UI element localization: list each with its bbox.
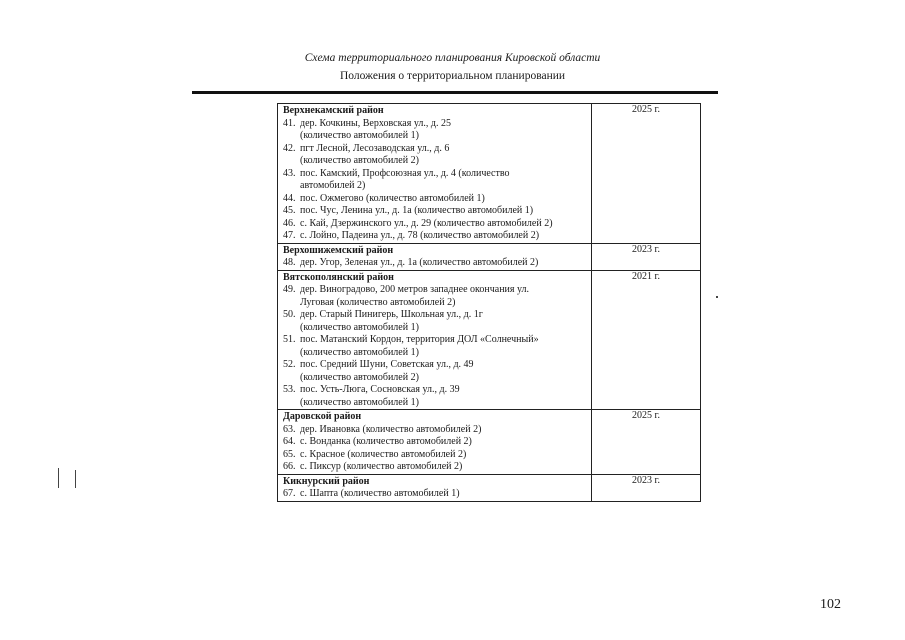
- entry-text-line: пос. Чус, Ленина ул., д. 1а (количество автомобилей 1): [300, 205, 534, 216]
- year-cell: [592, 270, 701, 410]
- target-year: 2025 г.: [632, 410, 660, 421]
- header-rule: [192, 91, 718, 94]
- entry-text-line: пгт Лесной, Лесозаводская ул., д. 6: [300, 142, 450, 154]
- entry-text-line: с. Красное (количество автомобилей 2): [300, 448, 467, 460]
- entry-number: 41.: [283, 117, 296, 129]
- entry-number: 44.: [283, 192, 296, 204]
- entry-number: 67.: [283, 488, 296, 499]
- settlement-entry: [283, 334, 591, 359]
- target-year: 2025 г.: [632, 104, 660, 115]
- settlement-entry: [283, 488, 591, 501]
- target-year: 2023 г.: [632, 243, 660, 255]
- districts-table: [277, 103, 701, 502]
- settlement-entry: [283, 218, 591, 231]
- district-name: Даровской район: [283, 411, 362, 422]
- district-cell: [278, 474, 592, 501]
- district-row: [278, 410, 701, 475]
- settlement-entry: [283, 143, 591, 168]
- target-year: 2021 г.: [632, 270, 660, 282]
- settlement-entry: [283, 461, 591, 474]
- entry-text-line: дер. Кочкины, Верховская ул., д. 25: [300, 117, 451, 129]
- settlement-entry: [283, 449, 591, 462]
- target-year: 2023 г.: [632, 474, 660, 486]
- entry-text-line: с. Кай, Дзержинского ул., д. 29 (количество автомобилей 2): [300, 217, 553, 229]
- settlement-entry: [283, 436, 591, 449]
- entry-text-line: (количество автомобилей 2): [300, 371, 419, 383]
- entry-number: 47.: [283, 230, 296, 241]
- year-cell: [592, 104, 701, 244]
- year-cell: [592, 243, 701, 270]
- district-cell: [278, 104, 592, 244]
- entry-text-line: дер. Угор, Зеленая ул., д. 1а (количество автомобилей 2): [300, 257, 539, 268]
- entry-text-line: дер. Старый Пинигерь, Школьная ул., д. 1г: [300, 309, 483, 320]
- entry-number: 66.: [283, 461, 296, 472]
- district-cell: [278, 243, 592, 270]
- document-title: Схема территориального планирования Кировской области: [304, 52, 601, 64]
- settlement-entry: [283, 257, 591, 270]
- settlement-entry: [283, 118, 591, 143]
- entry-text-line: (количество автомобилей 1): [300, 130, 419, 141]
- scan-mark: [75, 470, 76, 488]
- entry-number: 63.: [283, 423, 296, 435]
- district-row: [278, 270, 701, 410]
- settlement-entry: [283, 193, 591, 206]
- entry-number: 51.: [283, 334, 296, 345]
- settlement-entry: [283, 230, 591, 243]
- entry-text-line: дер. Виноградово, 200 метров западнее окончания ул.: [300, 284, 530, 295]
- scan-mark: [716, 296, 718, 298]
- district-name: Кикнурский район: [283, 475, 370, 487]
- entry-text-line: (количество автомобилей 2): [300, 155, 419, 166]
- district-row: [278, 104, 701, 244]
- entry-text-line: с. Вонданка (количество автомобилей 2): [300, 436, 472, 447]
- entry-text-line: (количество автомобилей 1): [300, 321, 419, 333]
- settlement-entry: [283, 205, 591, 218]
- year-cell: [592, 474, 701, 501]
- entry-text-line: пос. Усть-Люга, Сосновская ул., д. 39: [300, 384, 460, 395]
- entry-text-line: пос. Ожмегово (количество автомобилей 1): [300, 192, 485, 204]
- entry-text-line: (количество автомобилей 1): [300, 346, 419, 358]
- district-row: [278, 243, 701, 270]
- entry-number: 52.: [283, 359, 296, 370]
- year-cell: [592, 410, 701, 475]
- settlement-entry: [283, 168, 591, 193]
- entry-text-line: (количество автомобилей 1): [300, 396, 419, 408]
- scan-mark: [58, 468, 59, 488]
- entry-number: 64.: [283, 436, 296, 447]
- district-cell: [278, 410, 592, 475]
- entry-text-line: пос. Средний Шуни, Советская ул., д. 49: [300, 359, 474, 370]
- entry-text-line: автомобилей 2): [300, 180, 366, 191]
- entry-number: 49.: [283, 284, 296, 295]
- entry-number: 43.: [283, 167, 296, 179]
- settlement-entry: [283, 424, 591, 437]
- settlement-entry: [283, 309, 591, 334]
- settlement-entry: [283, 284, 591, 309]
- district-name: Верхнекамский район: [283, 105, 384, 116]
- entry-number: 46.: [283, 217, 296, 229]
- entry-text-line: Луговая (количество автомобилей 2): [300, 296, 456, 308]
- district-cell: [278, 270, 592, 410]
- entry-number: 65.: [283, 448, 296, 460]
- entry-number: 48.: [283, 257, 296, 268]
- district-name: Вятскополянский район: [283, 271, 394, 283]
- entry-text-line: пос. Матанский Кордон, территория ДОЛ «Солнечный»: [300, 334, 539, 345]
- entry-number: 50.: [283, 309, 296, 320]
- settlement-entry: [283, 359, 591, 384]
- settlement-entry: [283, 384, 591, 409]
- entry-number: 42.: [283, 142, 296, 154]
- document-subtitle: Положения о территориальном планировании: [339, 70, 566, 82]
- entry-text-line: пос. Камский, Профсоюзная ул., д. 4 (количество: [300, 167, 510, 179]
- district-name: Верхошижемский район: [283, 244, 394, 256]
- entry-text-line: с. Лойно, Падеина ул., д. 78 (количество автомобилей 2): [300, 230, 540, 241]
- district-row: [278, 474, 701, 501]
- entry-text-line: с. Пиксур (количество автомобилей 2): [300, 461, 463, 472]
- entry-text-line: с. Шапта (количество автомобилей 1): [300, 488, 460, 499]
- entry-number: 45.: [283, 205, 296, 216]
- entry-text-line: дер. Ивановка (количество автомобилей 2): [300, 423, 482, 435]
- entry-number: 53.: [283, 384, 296, 395]
- page-number: 102: [820, 597, 841, 612]
